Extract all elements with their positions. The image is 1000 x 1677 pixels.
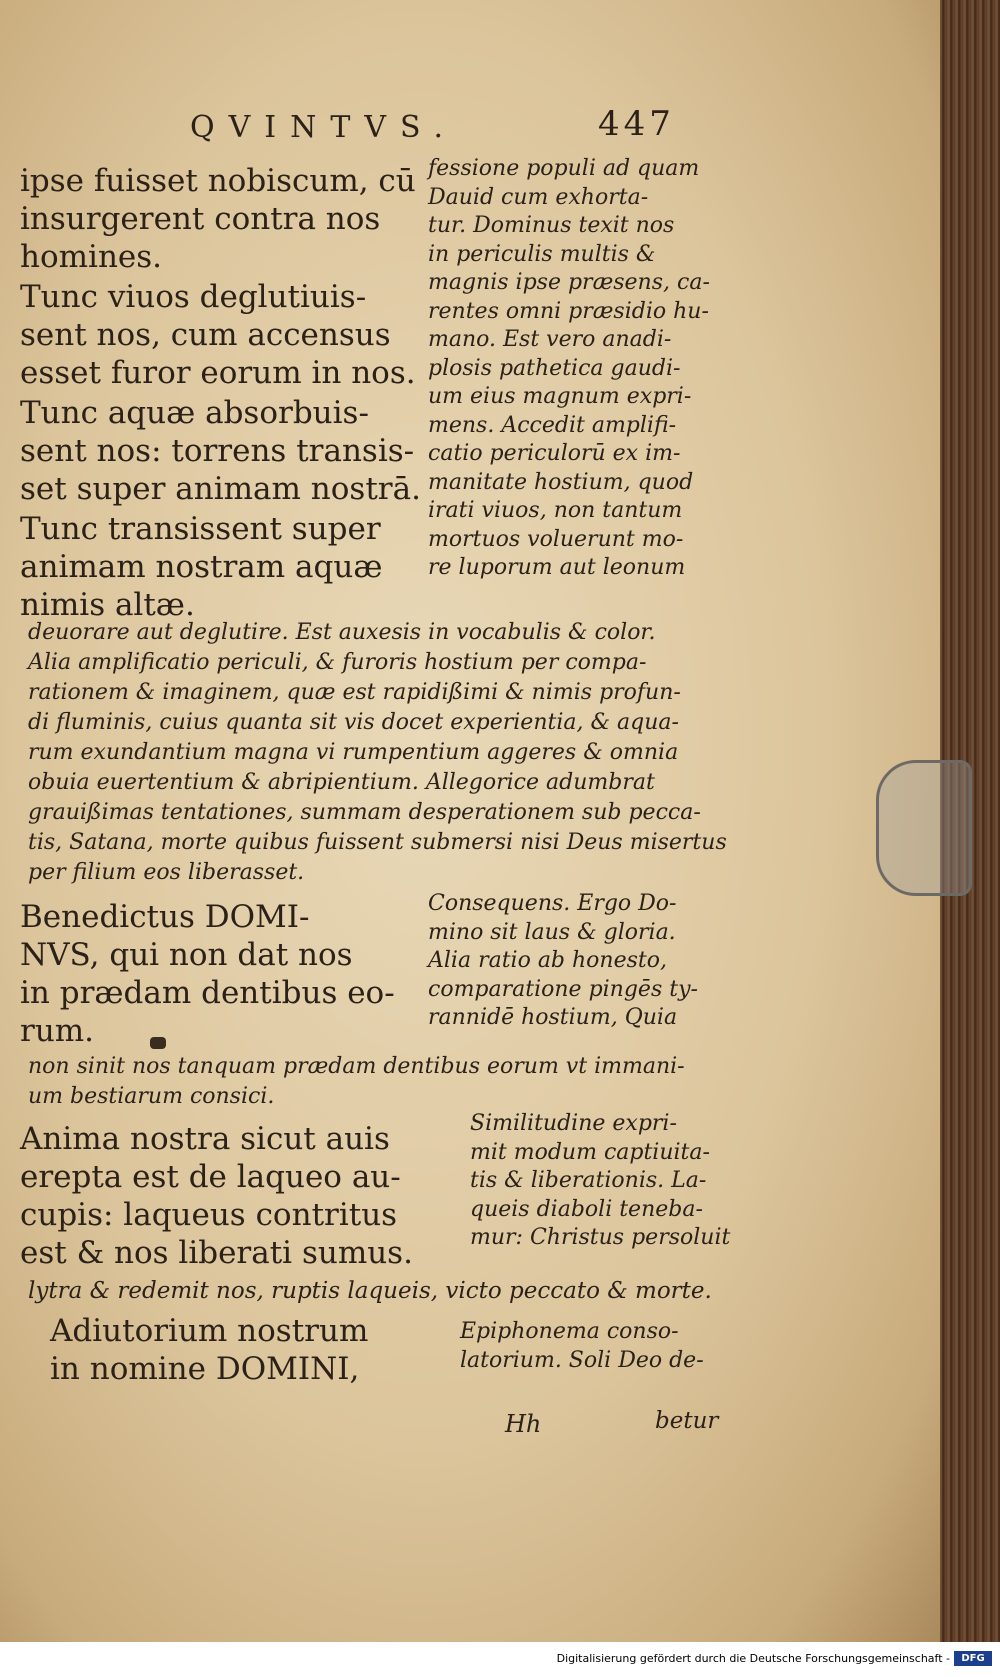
text-line: est & nos liberati sumus. (20, 1235, 413, 1271)
main-text-block-1 (20, 162, 416, 276)
text-line: insurgerent contra nos (20, 201, 381, 237)
text-line: Anima nostra sicut auis (20, 1121, 390, 1157)
text-line: homines. (20, 239, 163, 275)
commentary-block-1 (28, 618, 727, 888)
gloss-line: tis & liberationis. La- (470, 1168, 707, 1193)
gloss-line: irati viuos, non tantum (428, 498, 683, 523)
gloss-line: in periculis multis & (428, 241, 656, 267)
text-line: cupis: laqueus contritus (20, 1197, 398, 1233)
gloss-line: mit modum captiuita- (470, 1139, 710, 1165)
margin-gloss-3 (470, 1110, 731, 1253)
main-text-block-3 (20, 394, 421, 508)
margin-gloss-1 (428, 155, 710, 583)
commentary-line: obuia euertentium & abripientium. Allegorice adumbrat (28, 770, 655, 795)
funding-credit: Digitalisierung gefördert durch die Deutsche Forschungsgemeinschaft - (556, 1652, 950, 1665)
main-text-block-2 (20, 278, 416, 392)
commentary-line: lytra & redemit nos, ruptis laqueis, victo peccato & morte. (28, 1278, 712, 1304)
commentary-line: deuorare aut deglutire. Est auxesis in vocabulis & color. (28, 620, 656, 645)
main-text-block-7 (50, 1312, 440, 1388)
text-line: Tunc aquæ absorbuis- (20, 395, 369, 431)
gloss-line: catio periculorū ex im- (428, 441, 681, 466)
text-line: sent nos, cum accensus (20, 317, 391, 353)
commentary-block-3 (28, 1276, 712, 1306)
commentary-line: di fluminis, cuius quanta sit vis docet experientia, & aqua- (28, 710, 679, 735)
margin-gloss-4 (460, 1318, 704, 1375)
gloss-line: tur. Dominus texit nos (428, 213, 675, 238)
catchword: betur (655, 1408, 719, 1434)
main-text-block-4 (20, 510, 410, 624)
gloss-line: magnis ipse præsens, ca- (428, 270, 710, 295)
digitization-footer (0, 1642, 1000, 1677)
text-line: in prædam dentibus eo- (20, 975, 395, 1011)
gloss-line: rentes omni præsidio hu- (428, 298, 709, 324)
gloss-line: Epiphonema conso- (460, 1319, 679, 1344)
text-line: erepta est de laqueo au- (20, 1159, 401, 1195)
gloss-line: rannidē hostium, Quia (428, 1005, 678, 1030)
commentary-line: rationem & imaginem, quæ est rapidißimi & nimis profun- (28, 680, 681, 705)
gloss-line: re luporum aut leonum (428, 555, 686, 580)
text-line: animam nostram aquæ (20, 549, 383, 585)
signature-mark: Hh (505, 1410, 542, 1438)
gloss-line: comparatione pingēs ty- (428, 976, 698, 1002)
text-line: Tunc transissent super (20, 511, 381, 547)
text-line: Adiutorium nostrum (50, 1313, 369, 1349)
ink-smudge (150, 1037, 166, 1049)
gloss-line: Consequens. Ergo Do- (428, 891, 677, 916)
text-line: nimis altæ. (20, 587, 195, 623)
commentary-line: grauißimas tentationes, summam desperationem sub pecca- (28, 800, 701, 825)
commentary-line: non sinit nos tanquam prædam dentibus eorum vt immani- (28, 1054, 685, 1079)
text-line: Tunc viuos deglutiuis- (20, 279, 367, 315)
commentary-line: rum exundantium magna vi rumpentium aggeres & omnia (28, 740, 679, 765)
gloss-line: mens. Accedit amplifi- (428, 412, 677, 438)
commentary-block-2 (28, 1052, 698, 1112)
dfg-logo: DFG (954, 1651, 992, 1666)
text-line: in nomine DOMINI, (50, 1351, 360, 1387)
gloss-line: plosis pathetica gaudi- (428, 355, 681, 381)
commentary-line: per filium eos liberasset. (28, 860, 305, 885)
commentary-line: um bestiarum consici. (28, 1084, 275, 1109)
text-line: NVS, qui non dat nos (20, 937, 353, 973)
main-text-block-5 (20, 898, 410, 1050)
gloss-line: fessione populi ad quam (428, 156, 700, 181)
gloss-line: mano. Est vero anadi- (428, 327, 672, 352)
clasp-clip (876, 760, 972, 896)
text-line: ipse fuisset nobiscum, cū (20, 163, 416, 199)
gloss-line: mino sit laus & gloria. (428, 919, 676, 945)
text-line: set super animam nostrā. (20, 471, 421, 507)
text-line: esset furor eorum in nos. (20, 355, 416, 391)
text-line: rum. (20, 1013, 95, 1049)
gloss-line: latorium. Soli Deo de- (460, 1347, 704, 1373)
commentary-line: tis, Satana, morte quibus fuissent submersi nisi Deus misertus (28, 830, 727, 855)
gloss-line: Similitudine expri- (470, 1111, 677, 1136)
gloss-line: Alia ratio ab honesto, (428, 948, 667, 973)
gloss-line: Dauid cum exhorta- (428, 184, 649, 210)
text-line: sent nos: torrens transis- (20, 433, 415, 469)
running-title: QVINTVS. (190, 110, 458, 145)
gloss-line: queis diaboli teneba- (470, 1196, 703, 1222)
commentary-line: Alia amplificatio periculi, & furoris hostium per compa- (28, 650, 647, 675)
text-line: Benedictus DOMI- (20, 899, 310, 935)
page-number: 447 (598, 104, 675, 144)
gloss-line: um eius magnum expri- (428, 384, 692, 409)
gloss-line: mur: Christus persoluit (470, 1225, 731, 1250)
gloss-line: manitate hostium, quod (428, 469, 694, 495)
margin-gloss-2 (428, 890, 698, 1033)
main-text-block-6 (20, 1120, 413, 1272)
gloss-line: mortuos voluerunt mo- (428, 526, 684, 552)
